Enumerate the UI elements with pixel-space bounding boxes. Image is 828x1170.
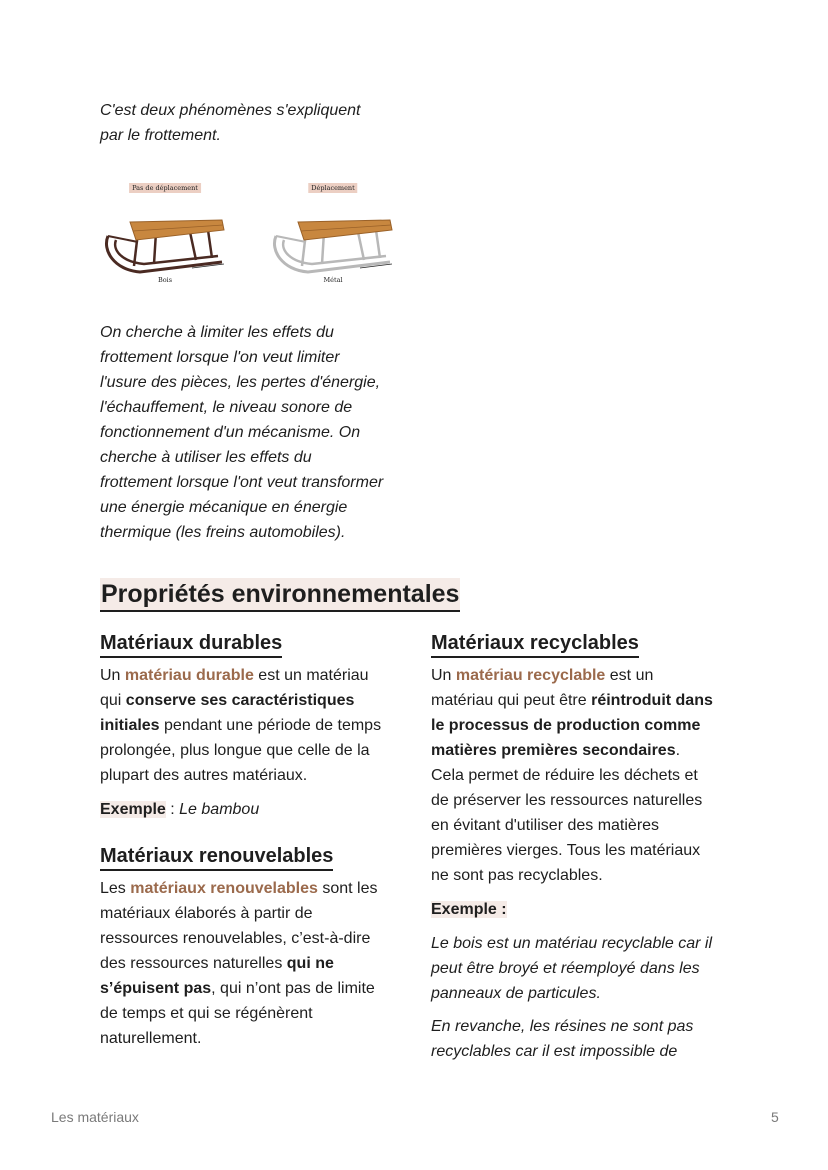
text-line: frottement lorsque l'ont veut transformer bbox=[100, 474, 384, 491]
text-run: sont les bbox=[317, 880, 378, 897]
text-line: l'usure des pièces, les pertes d'énergie, bbox=[100, 374, 381, 391]
footer-document-title: Les matériaux bbox=[51, 1109, 139, 1125]
text-run: qui bbox=[100, 692, 126, 709]
bold-text: initiales bbox=[100, 717, 160, 734]
metal-sled-illustration bbox=[268, 206, 398, 276]
intro-line: par le frottement. bbox=[100, 127, 221, 144]
text-run: est un matériau bbox=[253, 667, 369, 684]
example-value: Le bambou bbox=[179, 801, 260, 818]
section-title: Propriétés environnementales bbox=[100, 578, 460, 612]
text-line: l'échauffement, le niveau sonore de bbox=[100, 399, 353, 416]
example-label: Exemple bbox=[100, 801, 166, 818]
intro-line: C'est deux phénomènes s'expliquent bbox=[100, 102, 361, 119]
text-line: une énergie mécanique en énergie bbox=[100, 499, 348, 516]
intro-paragraph bbox=[100, 98, 400, 148]
text-line: frottement lorsque l'on veut limiter bbox=[100, 349, 340, 366]
text-run: est un bbox=[605, 667, 654, 684]
friction-paragraph bbox=[100, 320, 410, 545]
text-run: : bbox=[165, 801, 180, 818]
text-line: prolongée, plus longue que celle de la bbox=[100, 742, 370, 759]
text-line: thermique (les freins automobiles). bbox=[100, 524, 346, 541]
text-run: des ressources naturelles bbox=[100, 955, 287, 972]
text-run: Les bbox=[100, 880, 131, 897]
term-recyclable-material: matériau recyclable bbox=[455, 667, 606, 684]
text-run: , qui n’ont pas de limite bbox=[211, 980, 375, 997]
text-line: matériaux élaborés à partir de bbox=[100, 905, 313, 922]
text-run: pendant une période de temps bbox=[159, 717, 382, 734]
wooden-sled-figure bbox=[100, 180, 230, 300]
bold-text: le processus de production comme bbox=[431, 717, 701, 734]
text-line: de préserver les ressources naturelles bbox=[431, 792, 703, 809]
durable-materials-paragraph bbox=[100, 663, 400, 788]
bold-text: qui ne bbox=[286, 955, 334, 972]
text-run: matériau qui peut être bbox=[431, 692, 592, 709]
metal-sled-figure bbox=[268, 180, 398, 300]
recyclable-materials-paragraph bbox=[431, 663, 731, 888]
renewable-materials-paragraph bbox=[100, 876, 405, 1051]
text-line: fonctionnement d'un mécanisme. On bbox=[100, 424, 361, 441]
text-line: ressources renouvelables, c’est-à-dire bbox=[100, 930, 371, 947]
text-line: plupart des autres matériaux. bbox=[100, 767, 308, 784]
bold-text: conserve ses caractéristiques bbox=[125, 692, 355, 709]
text-run: . bbox=[675, 742, 681, 759]
wooden-sled-illustration bbox=[100, 206, 230, 276]
text-line: ne sont pas recyclables. bbox=[431, 867, 603, 884]
footer-page-number: 5 bbox=[771, 1109, 779, 1125]
text-line: panneaux de particules. bbox=[431, 985, 601, 1002]
bold-text: réintroduit dans bbox=[591, 692, 713, 709]
text-line: en évitant d'utiliser des matières bbox=[431, 817, 660, 834]
figure-label-no-movement: Pas de déplacement bbox=[129, 183, 201, 193]
figure-label-metal: Métal bbox=[323, 276, 343, 284]
recyclable-example-wood bbox=[431, 931, 731, 1006]
text-run: Un bbox=[431, 667, 456, 684]
text-line: cherche à utiliser les effets du bbox=[100, 449, 312, 466]
bold-text: s’épuisent pas bbox=[100, 980, 212, 997]
text-line: naturellement. bbox=[100, 1030, 202, 1047]
bold-text: matières premières secondaires bbox=[431, 742, 676, 759]
text-line: de temps et qui se régénèrent bbox=[100, 1005, 313, 1022]
text-line: Le bois est un matériau recyclable car il bbox=[431, 935, 713, 952]
term-renewable-materials: matériaux renouvelables bbox=[130, 880, 318, 897]
text-line: On cherche à limiter les effets du bbox=[100, 324, 334, 341]
example-label: Exemple : bbox=[431, 901, 507, 918]
text-line: Cela permet de réduire les déchets et bbox=[431, 767, 698, 784]
recyclable-example-resins bbox=[431, 1014, 731, 1064]
term-durable-material: matériau durable bbox=[124, 667, 254, 684]
figure-label-wood: Bois bbox=[157, 276, 173, 284]
durable-example bbox=[100, 797, 400, 822]
text-line: premières vierges. Tous les matériaux bbox=[431, 842, 701, 859]
text-run: Un bbox=[100, 667, 125, 684]
figure-label-movement: Déplacement bbox=[308, 183, 357, 193]
text-line: peut être broyé et réemployé dans les bbox=[431, 960, 700, 977]
heading-recyclable-materials: Matériaux recyclables bbox=[431, 630, 639, 658]
text-line: recyclables car il est impossible de bbox=[431, 1043, 678, 1060]
heading-durable-materials: Matériaux durables bbox=[100, 630, 282, 658]
recyclable-example bbox=[431, 897, 731, 922]
text-line: En revanche, les résines ne sont pas bbox=[431, 1018, 694, 1035]
heading-renewable-materials: Matériaux renouvelables bbox=[100, 843, 333, 871]
